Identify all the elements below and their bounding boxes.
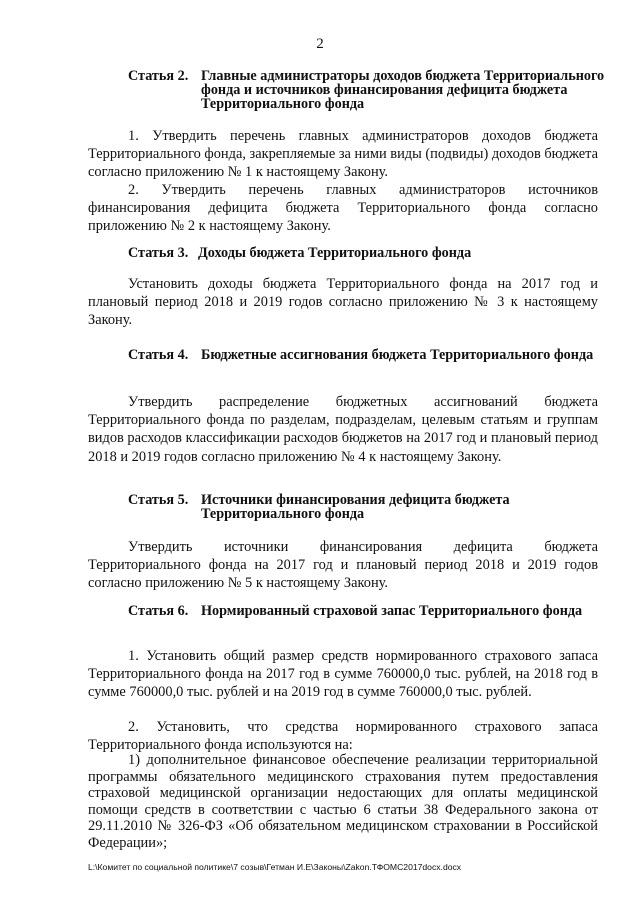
article-number: Статья 2. [128, 68, 189, 84]
article-number: Статья 6. [128, 603, 189, 619]
article-4-paragraph-1: Утвердить распределение бюджетных ассигнований бюджета Территориального фонда по разделам, подразделам, целевым статьям и группам видов расходов классификации расходов бюджетов на 2017 год и плановый период 2018 и 2019 годов согласно приложению № 4 к настоящему Закону. [88, 394, 598, 465]
article-2-paragraph-1: 1. Утвердить перечень главных администраторов доходов бюджета Территориального фонда, закрепляемые за ними виды (подвиды) доходов бюджета согласно приложению № 1 к настоящему Закону. [88, 128, 599, 181]
article-5-heading [128, 492, 510, 522]
article-6-paragraph-1: 1. Установить общий размер средств нормированного страхового запаса Территориального фонда на 2017 год в сумме 760000,0 тыс. рублей, на 2018 год в сумме 760000,0 тыс. рублей и на 2019 год в сумме 760000,0 тыс. рублей. [88, 648, 598, 701]
article-title: Нормированный страховой запас Территориального фонда [201, 603, 583, 619]
article-3-paragraph-1: Установить доходы бюджета Территориального фонда на 2017 год и плановый период 2018 и 2019 годов согласно приложению № 3 к настоящему Закону. [88, 276, 598, 329]
article-title: Бюджетные ассигнования бюджета Территориального фонда [201, 347, 594, 363]
article-4-heading [128, 347, 594, 363]
article-6-paragraph-2: 2. Установить, что средства нормированного страхового запаса Территориального фонда используются на: [88, 719, 598, 754]
article-number: Статья 3. [128, 245, 189, 261]
file-path-footer: L:\Комитет по социальной политике\7 созыв\Гетман И.Е\Законы\Zakon.ТФОМС2017docx.docx [88, 862, 462, 872]
article-title: Источники финансирования дефицита бюджета Территориального фонда [201, 492, 510, 522]
article-3-heading [128, 245, 472, 261]
article-number: Статья 4. [128, 347, 189, 363]
article-5-paragraph-1: Утвердить источники финансирования дефицита бюджета Территориального фонда на 2017 год и плановый период 2018 и 2019 годов согласно приложению № 5 к настоящему Закону. [88, 539, 598, 592]
article-2-paragraph-2: 2. Утвердить перечень главных администраторов источников финансирования дефицита бюджета Территориального фонда согласно приложению № 2 к настоящему Закону. [88, 182, 598, 235]
article-title: Доходы бюджета Территориального фонда [198, 245, 472, 261]
article-title: Главные администраторы доходов бюджета Территориального фонда и источников финансирования дефицита бюджета Территориального фонда [201, 68, 605, 112]
article-6-heading [128, 603, 583, 619]
article-number: Статья 5. [128, 492, 189, 508]
page-number: 2 [316, 36, 324, 52]
article-6-subitem-1: 1) дополнительное финансовое обеспечение реализации территориальной программы обязательного медицинского страхования путем предоставления страховой медицинской организации недостающих для оплаты медицинской помощи средств в соответствии с частью 6 статьи 38 Федерального закона от 29.11.2010 № 326-ФЗ «Об обязательном медицинском страховании в Российской Федерации»; [88, 752, 598, 851]
article-2-heading [128, 68, 605, 112]
